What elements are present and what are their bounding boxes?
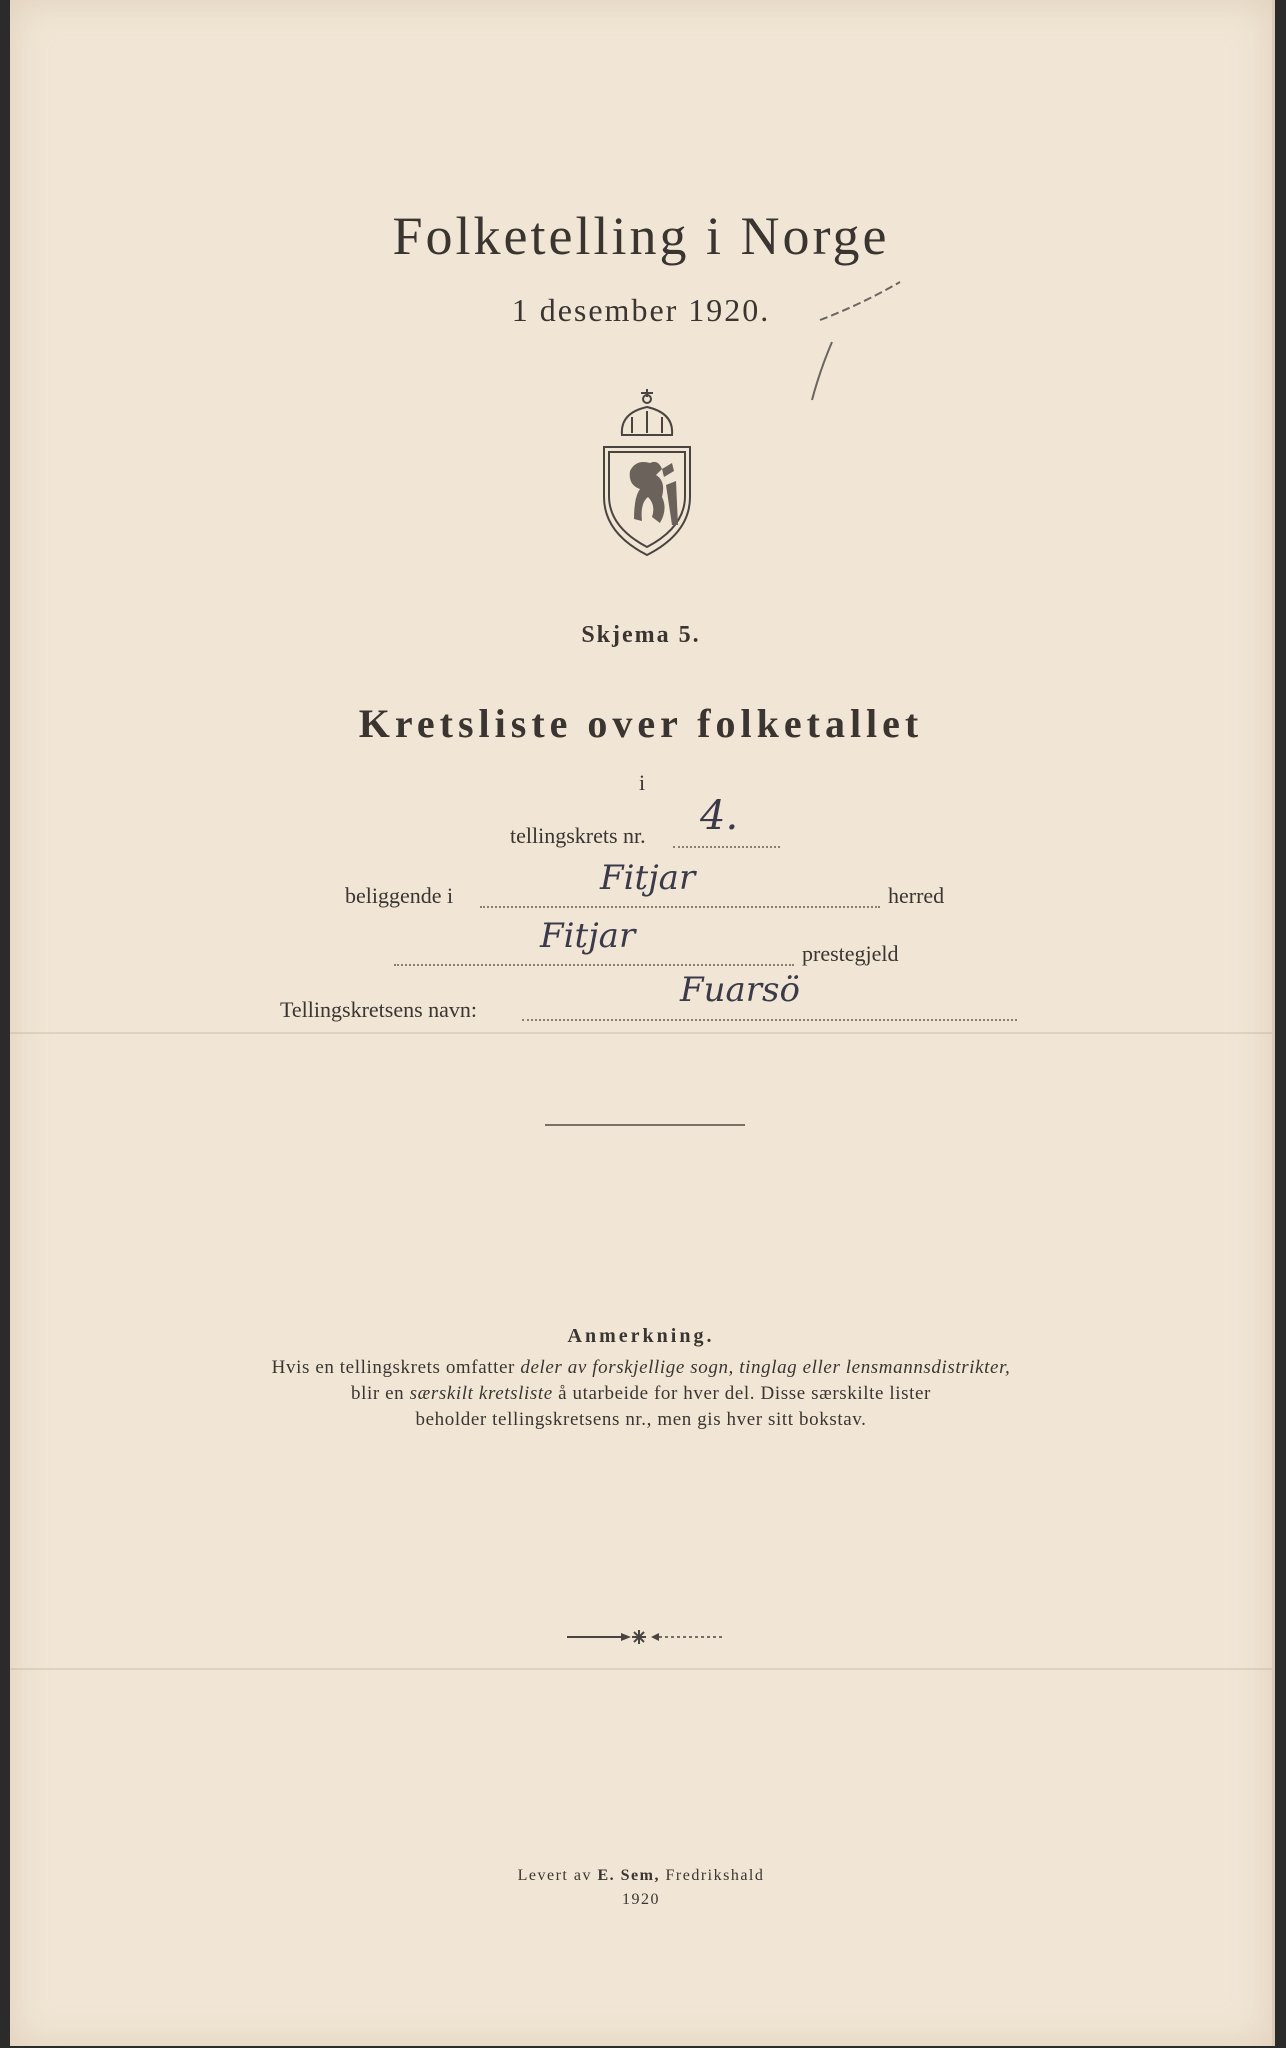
parish-value: Fitjar [540, 916, 636, 956]
district-name-value: Fuarsö [680, 970, 800, 1010]
ornament-divider-icon [565, 1627, 725, 1647]
district-number-field[interactable] [673, 846, 780, 848]
remark-line-3: beholder tellingskretsens nr., men gis hver sitt bokstav. [415, 1409, 867, 1430]
schema-number: Skjema 5. [581, 622, 701, 648]
municipality-value: Fitjar [600, 858, 696, 898]
district-number-label: tellingskrets nr. [510, 823, 646, 848]
located-in-label: beliggende i [345, 883, 454, 908]
census-form-page [10, 0, 1275, 2046]
form-subtitle: Kretsliste over folketallet [358, 701, 924, 746]
district-name-field[interactable] [522, 1019, 1017, 1021]
print-year: 1920 [622, 1891, 660, 1908]
printer-credit [10, 1867, 1272, 1885]
printer-place: Fredrikshald [659, 1867, 765, 1884]
census-date: 1 desember 1920. [511, 292, 771, 328]
remark-text: å utarbeide for hver del. Disse særskilte lister [552, 1383, 931, 1404]
pencil-mark-icon [810, 270, 920, 410]
parish-label: prestegjeld [802, 941, 899, 966]
remark-line-1 [10, 1357, 1272, 1379]
divider-rule [545, 1124, 745, 1126]
remark-emphasis: deler av forskjellige sogn, tinglag eller lensmannsdistrikter, [520, 1357, 1011, 1378]
remark-text: Hvis en tellingskrets omfatter [271, 1357, 521, 1378]
paper-fold-line [10, 1668, 1272, 1670]
paper-fold-line [10, 1032, 1272, 1034]
norwegian-coat-of-arms-icon [592, 385, 702, 560]
district-number-value: 4. [700, 793, 739, 839]
remark-title: Anmerkning. [567, 1325, 715, 1347]
remark-emphasis: særskilt kretsliste [409, 1383, 553, 1404]
page-title: Folketelling i Norge [392, 206, 890, 266]
district-name-label: Tellingskretsens navn: [280, 997, 478, 1022]
remark-text: blir en [351, 1383, 410, 1404]
remark-line-2 [10, 1383, 1272, 1405]
parish-field[interactable] [394, 964, 794, 966]
printer-name: E. Sem, [597, 1867, 660, 1884]
municipality-field[interactable] [480, 906, 880, 908]
printer-text: Levert av [517, 1867, 598, 1884]
herred-label: herred [888, 883, 945, 908]
preposition-label: i [639, 770, 646, 795]
